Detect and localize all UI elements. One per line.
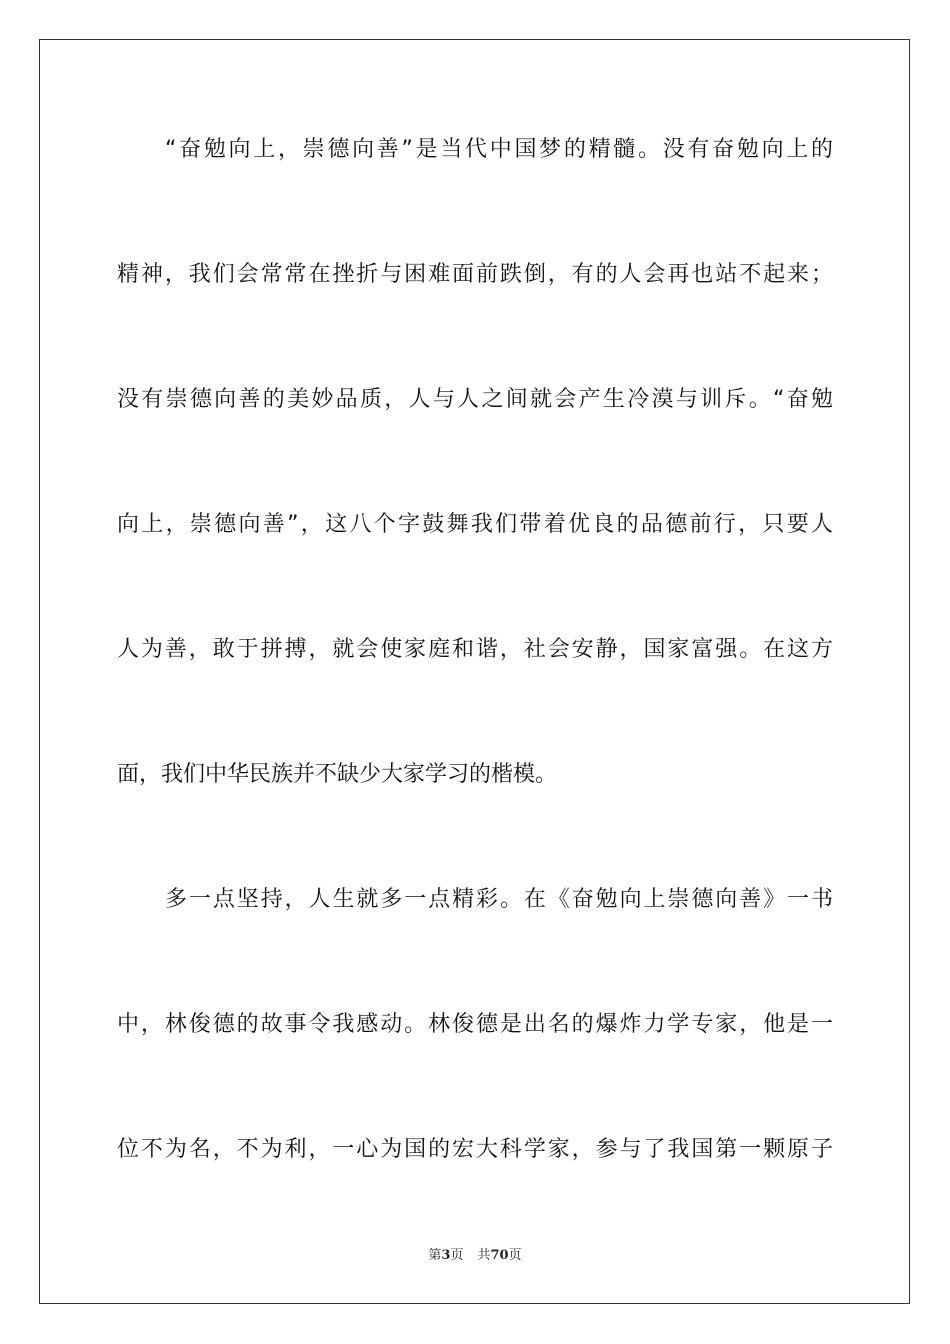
paragraph-1-line-1: “奋勉向上，崇德向善”是当代中国梦的精髓。没有奋勉向上的: [165, 137, 833, 162]
total-pages: 70: [490, 1248, 509, 1263]
page-border: [39, 39, 910, 1304]
page-number: 3: [441, 1248, 451, 1263]
page-suffix: 页: [450, 1248, 464, 1263]
paragraph-2-line-2: 中，林俊德的故事令我感动。林俊德是出名的爆炸力学专家，他是一: [117, 1012, 833, 1037]
paragraph-1-line-4: 向上，崇德向善”，这八个字鼓舞我们带着优良的品德前行，只要人: [117, 512, 833, 537]
paragraph-1-line-5: 人为善，敢于拼搏，就会使家庭和谐，社会安静，国家富强。在这方: [117, 637, 833, 662]
page-prefix: 第: [428, 1248, 442, 1263]
total-suffix: 页: [508, 1248, 522, 1263]
paragraph-2-line-3: 位不为名，不为利，一心为国的宏大科学家，参与了我国第一颗原子: [117, 1137, 833, 1162]
paragraph-1-line-6: 面，我们中华民族并不缺少大家学习的楷模。: [117, 762, 558, 787]
paragraph-1-line-3: 没有崇德向善的美妙品质，人与人之间就会产生冷漠与训斥。“奋勉: [117, 387, 833, 412]
page-footer: [0, 1247, 950, 1265]
total-prefix: 共: [477, 1248, 491, 1263]
paragraph-1-line-2: 精神，我们会常常在挫折与困难面前跌倒，有的人会再也站不起来；: [117, 262, 833, 287]
paragraph-2-line-1: 多一点坚持，人生就多一点精彩。在《奋勉向上崇德向善》一书: [165, 887, 833, 912]
